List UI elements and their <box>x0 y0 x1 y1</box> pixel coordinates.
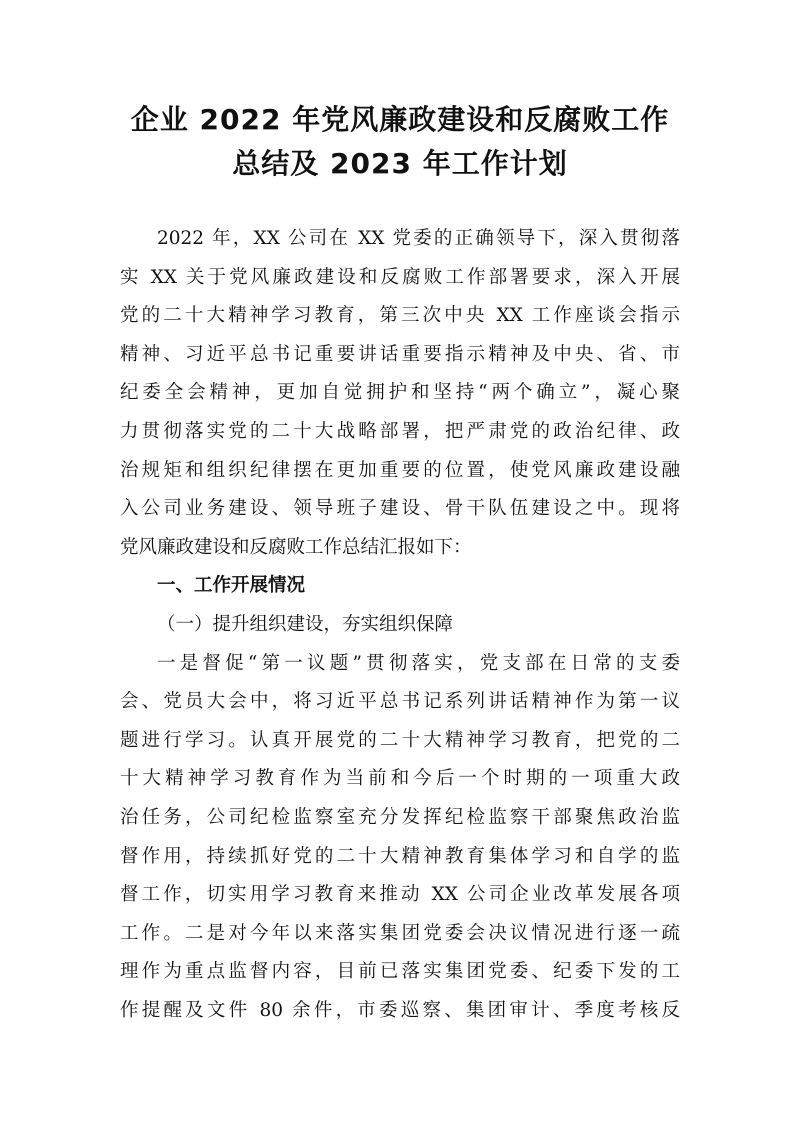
body-line: 工作。二是对今年以来落实集团党委会决议情况进行逐一疏 <box>120 922 680 944</box>
body-line: 党风廉政建设和反腐败工作总结汇报如下： <box>120 536 472 558</box>
body-line: 精神、习近平总书记重要讲话重要指示精神及中央、省、市 <box>120 343 680 365</box>
document-body <box>120 220 680 1030</box>
body-line: 2022 年，XX 公司在 XX 党委的正确领导下，深入贯彻落 <box>157 228 680 249</box>
body-line: 纪委全会精神，更加自觉拥护和坚持“两个确立”，凝心聚 <box>120 382 680 404</box>
body-line: 党的二十大精神学习教育，第三次中央 XX 工作座谈会指示 <box>120 305 680 327</box>
body-line: 十大精神学习教育作为当前和今后一个时期的一项重大政 <box>120 768 680 790</box>
body-line: 一是督促“第一议题”贯彻落实，党支部在日常的支委 <box>157 652 680 674</box>
body-line: 督工作，切实用学习教育来推动 XX 公司企业改革发展各项 <box>120 884 680 906</box>
document-title-line-1: 企业 2022 年党风廉政建设和反腐败工作 <box>130 103 670 136</box>
body-line: 治规矩和组织纪律摆在更加重要的位置，使党风廉政建设融 <box>120 459 680 481</box>
body-line: 督作用，持续抓好党的二十大精神教育集体学习和自学的监 <box>120 845 680 867</box>
body-line: 题进行学习。认真开展党的二十大精神学习教育，把党的二 <box>120 729 680 751</box>
subsection-heading: （一）提升组织建设，夯实组织保障 <box>157 613 454 635</box>
body-line: 会、党员大会中，将习近平总书记系列讲话精神作为第一议 <box>120 691 680 713</box>
body-line: 理作为重点监督内容，目前已落实集团党委、纪委下发的工 <box>120 961 680 983</box>
body-line: 入公司业务建设、领导班子建设、骨干队伍建设之中。现将 <box>120 498 680 520</box>
body-line: 实 XX 关于党风廉政建设和反腐败工作部署要求，深入开展 <box>120 266 680 288</box>
section-heading: 一、工作开展情况 <box>157 575 306 597</box>
body-line: 作提醒及文件 80 余件，市委巡察、集团审计、季度考核反 <box>120 999 680 1021</box>
body-line: 力贯彻落实党的二十大战略部署，把严肃党的政治纪律、政 <box>120 420 680 442</box>
body-line: 治任务，公司纪检监察室充分发挥纪检监察干部聚焦政治监 <box>120 806 680 828</box>
document-title-line-2: 总结及 2023 年工作计划 <box>232 147 568 180</box>
